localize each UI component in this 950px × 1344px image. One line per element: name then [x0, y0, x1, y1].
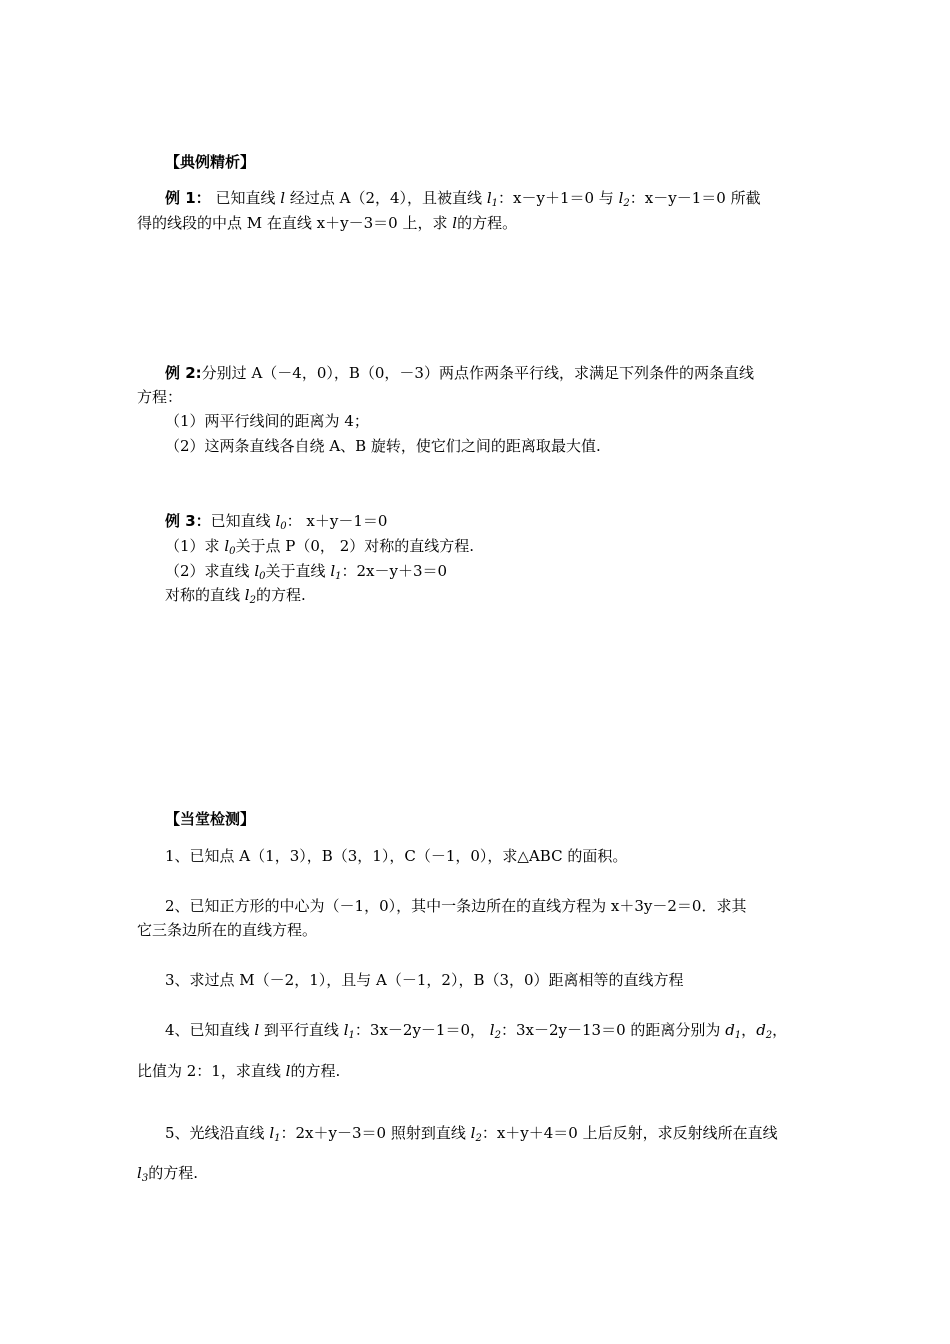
example-2-part-2: （2）这两条直线各自绕 A、B 旋转，使它们之间的距离取最大值. [165, 437, 601, 455]
example-1-label: 例 1： [165, 189, 211, 207]
question-3: 3、求过点 M（－2，1），且与 A（－1，2），B（3，0）距离相等的直线方程 [165, 971, 684, 989]
section-heading-check: 【当堂检测】 [165, 810, 256, 828]
example-2-line-2: 方程： [137, 388, 183, 406]
question-2-line-2: 它三条边所在的直线方程。 [137, 921, 318, 939]
example-3-part-2: （2）求直线 $l_0$关于直线 $l_1$：2x－y＋3＝0 [165, 562, 448, 582]
question-5-line-2: $l_3$的方程. [137, 1164, 198, 1184]
question-5-line-1: 5、光线沿直线 $l_1$：2x＋y－3＝0 照射到直线 $l_2$：x＋y＋4＝0 上后反射，求反射线所在直线 [165, 1124, 778, 1144]
question-4-line-2: 比值为 2：1，求直线 l的方程. [137, 1062, 341, 1080]
question-4-line-1: 4、已知直线 l 到平行直线 $l_1$：3x－2y－1＝0， $l_2$：3x－2y－13＝0 的距离分别为 $d_1$，$d_2$， [165, 1021, 788, 1041]
example-3-part-1: （1）求 $l_0$关于点 P（0， 2）对称的直线方程. [165, 537, 475, 557]
example-3-part-2-cont: 对称的直线 $l_2$的方程. [165, 586, 306, 606]
section-heading-examples: 【典例精析】 [165, 153, 256, 171]
example-2-line-1: 例 2:分别过 A（－4，0），B（0，－3）两点作两条平行线，求满足下列条件的两条直线 [165, 364, 754, 382]
question-1: 1、已知点 A（1，3），B（3，1），C（－1，0），求△ABC 的面积。 [165, 847, 628, 865]
example-2-label: 例 2: [165, 364, 202, 382]
example-1-line-1: 例 1： 已知直线 l 经过点 A（2，4），且被直线 $l_1$：x－y＋1＝0 与 $l_2$：x－y－1＝0 所截 [165, 189, 761, 209]
question-2-line-1: 2、已知正方形的中心为（－1，0），其中一条边所在的直线方程为 x＋3y－2＝0．求其 [165, 897, 747, 915]
example-3-line-1: 例 3：已知直线 $l_0$： x＋y－1＝0 [165, 512, 388, 532]
example-2-part-1: （1）两平行线间的距离为 4； [165, 412, 369, 430]
example-3-label: 例 3： [165, 512, 211, 530]
example-1-line-2: 得的线段的中点 M 在直线 x＋y－3＝0 上，求 l的方程。 [137, 214, 518, 232]
